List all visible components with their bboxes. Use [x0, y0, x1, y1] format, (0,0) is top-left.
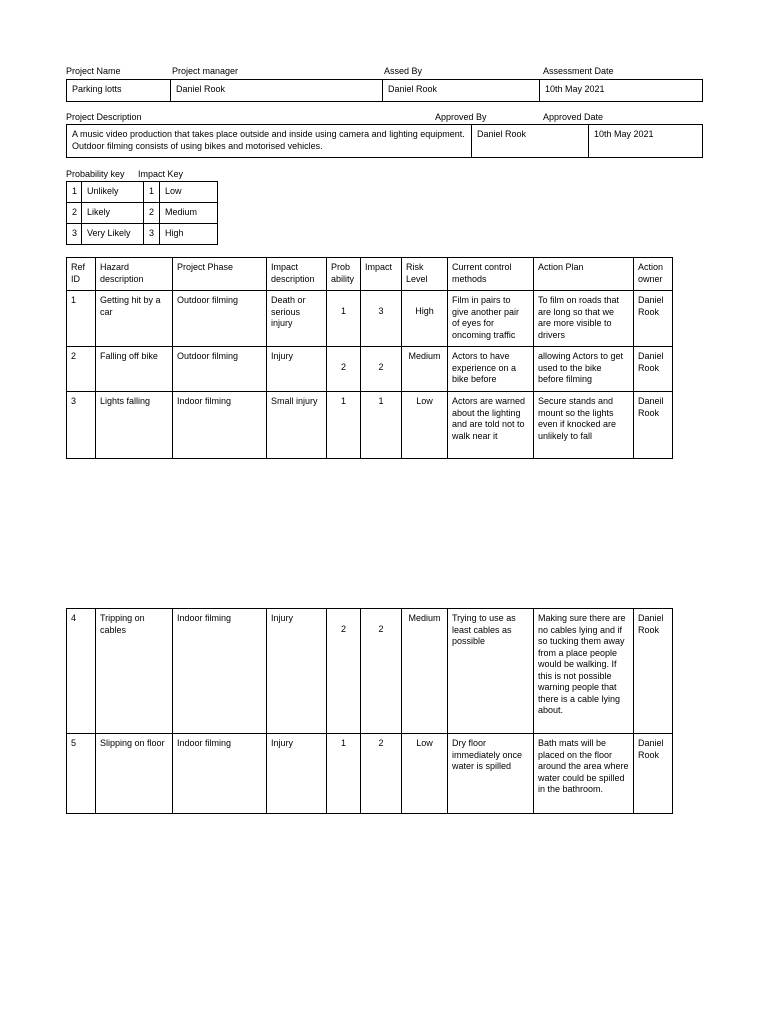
impact-key-number: 2: [144, 203, 160, 224]
assessment-date-label: Assessment Date: [543, 66, 614, 76]
project-description-text: A music video production that takes place outside and inside using camera and lighting equipment. Outdoor filming consists of using bikes and motorised vehicles.: [67, 125, 472, 158]
cell-action-owner: Daniel Rook: [634, 347, 673, 392]
cell-action-owner: Daniel Rook: [634, 609, 673, 734]
project-info-table: [66, 79, 703, 102]
cell-impact-description: Injury: [267, 609, 327, 734]
cell-control-methods: Trying to use as least cables as possible: [448, 609, 534, 734]
approved-by-label: Approved By: [435, 112, 487, 122]
probability-key-text: Very Likely: [82, 224, 144, 245]
cell-action-owner: Daniel Rook: [634, 734, 673, 814]
cell-risk-level: Low: [402, 392, 448, 459]
table-row: [67, 609, 673, 734]
project-manager-label: Project manager: [172, 66, 239, 76]
cell-ref: 2: [67, 347, 96, 392]
project-description-label: Project Description: [66, 112, 142, 122]
approved-date-value: 10th May 2021: [589, 125, 703, 158]
cell-impact-description: Small injury: [267, 392, 327, 459]
cell-impact-description: Death or serious injury: [267, 291, 327, 347]
impact-key-text: Medium: [160, 203, 218, 224]
key-table: [66, 181, 218, 245]
header-action-owner: Action owner: [634, 258, 673, 291]
cell-ref: 3: [67, 392, 96, 459]
cell-hazard: Slipping on floor: [96, 734, 173, 814]
header-ref-id: Ref ID: [67, 258, 96, 291]
probability-key-number: 2: [67, 203, 82, 224]
cell-control-methods: Actors to have experience on a bike before: [448, 347, 534, 392]
header-impact-description: Impact description: [267, 258, 327, 291]
cell-impact: 2: [361, 609, 402, 734]
cell-action-plan: Making sure there are no cables lying and if so tucking them away from a place people would be walking. If this is not possible warning people that there is a cable lying about.: [534, 609, 634, 734]
header-action-plan: Action Plan: [534, 258, 634, 291]
cell-impact: 3: [361, 291, 402, 347]
cell-action-plan: To film on roads that are long so that we are more visible to drivers: [534, 291, 634, 347]
header-hazard: Hazard description: [96, 258, 173, 291]
cell-control-methods: Actors are warned about the lighting and are told not to walk near it: [448, 392, 534, 459]
probability-key-text: Likely: [82, 203, 144, 224]
cell-action-owner: Daniel Rook: [634, 291, 673, 347]
cell-action-plan: Secure stands and mount so the lights even if knocked are unlikely to fall: [534, 392, 634, 459]
cell-probability: 1: [327, 291, 361, 347]
cell-hazard: Lights falling: [96, 392, 173, 459]
header-impact: Impact: [361, 258, 402, 291]
probability-key-text: Unlikely: [82, 182, 144, 203]
table-row: [67, 734, 673, 814]
impact-key-text: Low: [160, 182, 218, 203]
header-control-methods: Current control methods: [448, 258, 534, 291]
cell-phase: Indoor filming: [173, 609, 267, 734]
cell-action-owner: Daneil Rook: [634, 392, 673, 459]
cell-probability: 2: [327, 347, 361, 392]
cell-probability: 1: [327, 392, 361, 459]
table-row: [67, 392, 673, 459]
cell-impact-description: Injury: [267, 347, 327, 392]
project-name-label: Project Name: [66, 66, 121, 76]
cell-action-plan: allowing Actors to get used to the bike before filming: [534, 347, 634, 392]
cell-risk-level: High: [402, 291, 448, 347]
table-row: [67, 347, 673, 392]
probability-key-number: 1: [67, 182, 82, 203]
risk-table: [66, 257, 673, 459]
cell-hazard: Falling off bike: [96, 347, 173, 392]
cell-impact: 1: [361, 392, 402, 459]
cell-control-methods: Film in pairs to give another pair of eyes for oncoming traffic: [448, 291, 534, 347]
probability-key-number: 3: [67, 224, 82, 245]
probability-key-label: Probability key: [66, 169, 125, 179]
key-row: [67, 203, 218, 224]
assessed-by-value: Daniel Rook: [383, 80, 540, 102]
header-probability: Prob ability: [327, 258, 361, 291]
impact-key-number: 3: [144, 224, 160, 245]
cell-control-methods: Dry floor immediately once water is spilled: [448, 734, 534, 814]
risk-table-header-row: [67, 258, 673, 291]
cell-probability: 1: [327, 734, 361, 814]
cell-impact: 2: [361, 347, 402, 392]
impact-key-label: Impact Key: [138, 169, 184, 179]
risk-table-continued: [66, 608, 673, 814]
impact-key-text: High: [160, 224, 218, 245]
cell-impact: 2: [361, 734, 402, 814]
cell-phase: Indoor filming: [173, 392, 267, 459]
header-phase: Project Phase: [173, 258, 267, 291]
cell-hazard: Tripping on cables: [96, 609, 173, 734]
header-risk-level: Risk Level: [402, 258, 448, 291]
table-row: [67, 291, 673, 347]
cell-ref: 5: [67, 734, 96, 814]
approved-date-label: Approved Date: [543, 112, 604, 122]
cell-phase: Indoor filming: [173, 734, 267, 814]
key-row: [67, 224, 218, 245]
cell-phase: Outdoor filming: [173, 347, 267, 392]
project-name-value: Parking lotts: [67, 80, 171, 102]
cell-probability: 2: [327, 609, 361, 734]
cell-hazard: Getting hit by a car: [96, 291, 173, 347]
cell-risk-level: Medium: [402, 609, 448, 734]
project-description-table: [66, 124, 703, 158]
approved-by-value: Daniel Rook: [472, 125, 589, 158]
cell-ref: 4: [67, 609, 96, 734]
cell-risk-level: Medium: [402, 347, 448, 392]
cell-action-plan: Bath mats will be placed on the floor around the area where water could be spilled in the bathroom.: [534, 734, 634, 814]
cell-phase: Outdoor filming: [173, 291, 267, 347]
impact-key-number: 1: [144, 182, 160, 203]
key-row: [67, 182, 218, 203]
project-manager-value: Daniel Rook: [171, 80, 383, 102]
assessed-by-label: Assed By: [384, 66, 423, 76]
assessment-date-value: 10th May 2021: [540, 80, 703, 102]
cell-impact-description: Injury: [267, 734, 327, 814]
cell-ref: 1: [67, 291, 96, 347]
cell-risk-level: Low: [402, 734, 448, 814]
